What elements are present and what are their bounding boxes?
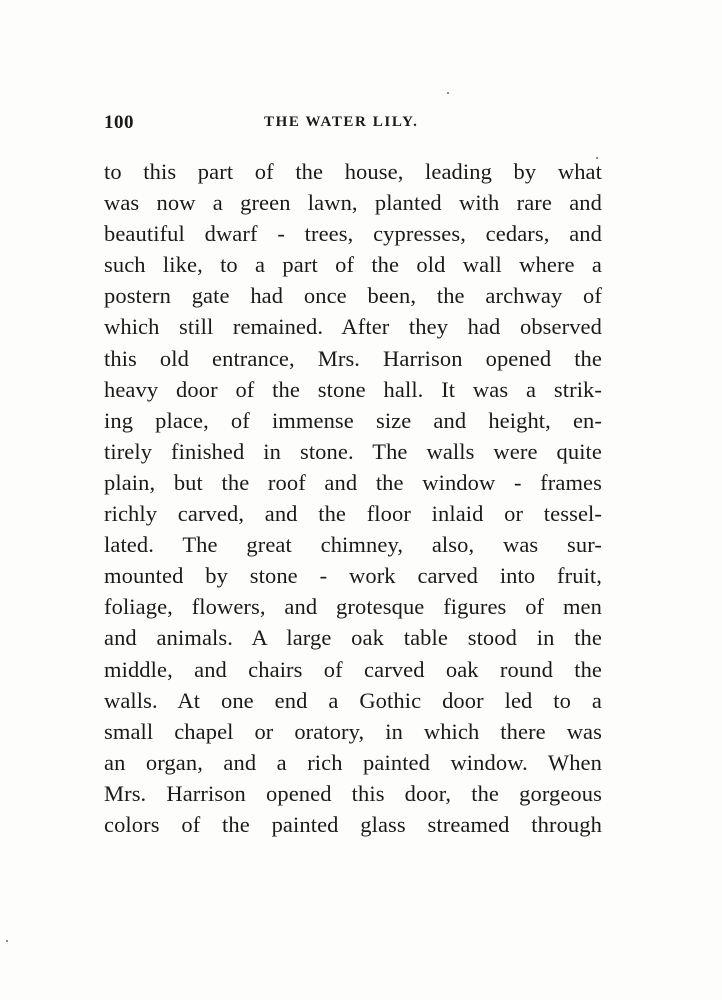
text-line: this old entrance, Mrs. Harrison opened the (104, 345, 602, 371)
running-title: THE WATER LILY. (264, 114, 419, 130)
text-line: tirely finished in stone. The walls were quite (104, 438, 602, 464)
text-line: and animals. A large oak table stood in the (104, 625, 602, 651)
text-line: which still remained. After they had observed (104, 314, 602, 340)
text-line: walls. At one end a Gothic door led to a (104, 687, 602, 713)
body-text (104, 156, 602, 840)
text-line: plain, but the roof and the window - frames (104, 469, 602, 495)
paper-speck (447, 92, 449, 94)
text-line: mounted by stone - work carved into fruit, (104, 563, 602, 589)
text-line: richly carved, and the floor inlaid or tessel- (104, 501, 602, 527)
text-line: Mrs. Harrison opened this door, the gorgeous (104, 780, 602, 806)
paper-speck (6, 940, 8, 942)
text-line: postern gate had once been, the archway of (104, 283, 602, 309)
text-line: beautiful dwarf - trees, cypresses, cedars, and (104, 221, 602, 247)
running-head (104, 112, 604, 138)
text-line: such like, to a part of the old wall where a (104, 252, 602, 278)
text-line: ing place, of immense size and height, en- (104, 407, 602, 433)
text-line: small chapel or oratory, in which there was (104, 718, 602, 744)
text-line: to this part of the house, leading by what (104, 159, 602, 184)
page-number: 100 (104, 112, 134, 133)
text-line: lated. The great chimney, also, was sur- (104, 532, 602, 558)
text-line: was now a green lawn, planted with rare and (104, 190, 602, 216)
text-line: an organ, and a rich painted window. When (104, 749, 602, 775)
text-line: middle, and chairs of carved oak round the (104, 656, 602, 682)
text-line: foliage, flowers, and grotesque figures of men (104, 594, 602, 620)
text-line: heavy door of the stone hall. It was a strik- (104, 376, 602, 402)
paper-speck (596, 157, 598, 159)
text-line: colors of the painted glass streamed through (104, 811, 602, 837)
